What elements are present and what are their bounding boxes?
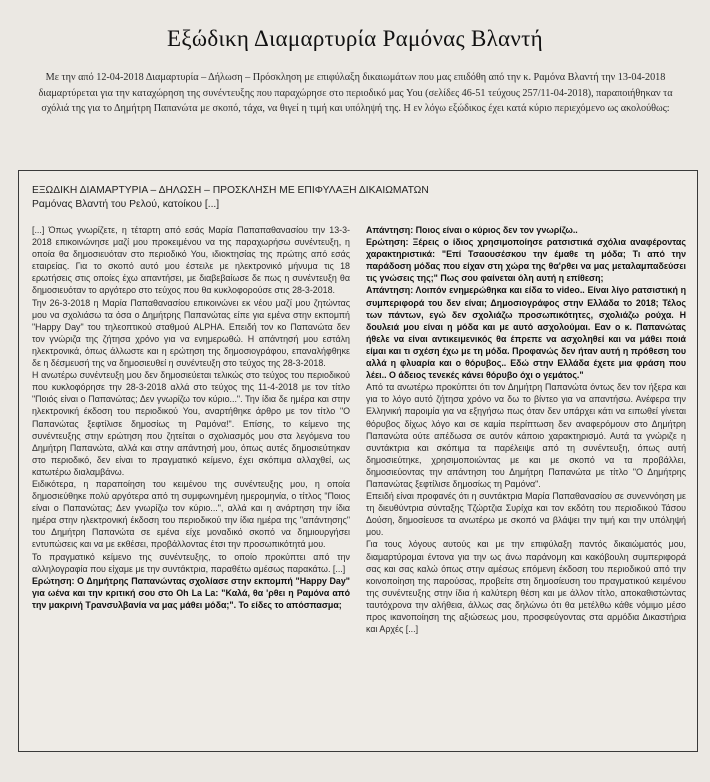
interview-answer: Απάντηση: Ποιος είναι ο κύριος δεν τον γνωρίζω.. — [366, 225, 578, 235]
paragraph: Η ανωτέρω συνέντευξη μου δεν δημοσιεύεται τελικώς στο τεύχος του περιοδικού που κυκλοφόρησε την 28-3-2018 αλλά στο τεύχος της 11-4-2018 με τον τίτλο "Ποιός είναι ο Παπανώτας; Δεν γνωρίζω τον κύριο...". Την ίδια δε ημέρα και στην ηλεκτρονική έκδοση του περιοδικού You, αναρτήθηκε άρθρο με τον τίτλο "Ο Παπανώτας ξεφτίλισε δημοσίως τη Ραμόνα!". Επίσης, το κείμενο της συνέντευξης στην ερώτηση που ζητείται ο σχολιασμός μου στα λεγόμενα του Δημήτρη Παπανώτα, αλλά και στην απάντησή μου, όπως αυτές δημοσιεύτηκαν στο περιοδικό, δεν είναι το πραγματικό κείμενο, έχει σκόπιμα αλλαχθεί, ως κατωτέρω διαλαμβάνω. — [32, 370, 350, 477]
interview-question: Ερώτηση: Ξέρεις ο ίδιος χρησιμοποίησε ρατσιστικά σχόλια αναφέροντας χαρακτηριστικά: "Επί Τσαουσέσκου την έμαθε τη μόδα; Τι από την παράδοση μόδας που είχαν στη χώρα της θα'ρθει να μας μεταλαμπαδεύσει τις γνώσεις της;" Πως σου φαίνεται όλη αυτή η επίθεση; — [366, 237, 686, 284]
paragraph: Το πραγματικό κείμενο της συνέντευξης, το οποίο προκύπτει από την αλληλογραφία που είχαμε με την συντάκτρια, παραθέτω αμέσως παρακάτω. [...] — [32, 551, 350, 574]
paragraph: Επειδή είναι προφανές ότι η συντάκτρια Μαρία Παπαθανασίου σε συνεννόηση με τη διευθύντρια σύνταξης Τζώρτζια Συρίχα και τον εκδότη του περιοδικού Τάσου Δούση, δημοσίευσε τα ανωτέρω με σκοπό να βλάψει την τιμή και την υπόληψή μου. — [366, 491, 686, 538]
intro-paragraph: Με την από 12-04-2018 Διαμαρτυρία – Δήλωση – Πρόσκληση με επιφύλαξη δικαιωμάτων που μας επιδόθη από την κ. Ραμόνα Βλαντή την 13-04-2018 διαμαρτύρεται για την καταχώρηση της συνέντευξης που παραχώρησε στο περιοδικό μας You (σελίδες 46-51 τεύχους 257/11-04-2018), παραποιήθηκαν τα σχόλιά της για το Δημήτρη Παπανώτα με σκοπό, τάχα, να θιγεί η τιμή και υπόληψή της. Η εν λόγω εξώδικος έχει κατά κύριο περιεχόμενο ως ακολούθως: — [38, 72, 673, 114]
paragraph: [...] Όπως γνωρίζετε, η τέταρτη από εσάς Μαρία Παπαπαθανασίου την 13-3-2018 επικοινώνησε μαζί μου προκειμένου να της παραχωρήσω συνέντευξη, η οποία θα δημοσιευόταν στο περιοδικό You, ιδιοκτησίας της πρώτης από εσάς εταιρείας. Για το σκοπό αυτό μου έστειλε με ηλεκτρονικό μήνυμα τις 18 ερωτήσεις στις οποίες έχω απαντήσει, με διαβεβαίωσε δε πως η συνέντευξη θα δημοσιευόταν το αργότερο στο τεύχος που θα κυκλοφορούσε στις 28-3-2018. — [32, 225, 350, 296]
interview-question: Ερώτηση: Ο Δημήτρης Παπανώντας σχολίασε στην εκπομπή "Happy Day" για ωένα και την κριτική σου στο Oh La La: "Καλά, θα 'ρθει η Ραμόνα από την μακρινή Τρανσυλβανία να μας μάθει μόδα;". Το είδες το απόσπασμα; — [32, 575, 350, 610]
paragraph: Την 26-3-2018 η Μαρία Παπαθανασίου επικοινώνει εκ νέου μαζί μου ζητώντας μου να σχολιάσω τα όσα ο Δημήτρης Παπανώτας είπε για εμένα στην εκπομπή "Happy Day" του τηλεοπτικού σταθμού ALPHA. Επειδή τον κο Παπανώτα δεν τον γνώριζα της ζήτησα χρόνο για να ενημερωθώ. Η απάντησή μου εστάλη ηλεκτρονικά, όπως άλλωστε και η ερώτηση της δημοσιογράφου, επαναλήφθηκε δε η δέσμευσή της να δημοσιευθεί η συνέντευξη στο τεύχος της 28-3-2018. — [32, 297, 350, 369]
notice-header: ΕΞΩΔΙΚΗ ΔΙΑΜΑΡΤΥΡΙΑ – ΔΗΛΩΣΗ – ΠΡΟΣΚΛΗΣΗ ΜΕ ΕΠΙΦΥΛΑΞΗ ΔΙΚΑΙΩΜΑΤΩΝ — [32, 185, 429, 196]
notice-subheader: Ραμόνας Βλαντή του Ρελού, κατοίκου [...] — [32, 199, 220, 210]
left-column — [32, 224, 350, 611]
paragraph: Ειδικότερα, η παραποίηση του κειμένου της συνέντευξης μου, η οποία δημοσιεύθηκε πολύ αργότερα από τη συμφωνημένη ημερομηνία, ο τίτλος "Ποιος είναι ο Παπανώτας; Δεν γνωρίζω τον κύριο...", αλλά και η ανάρτηση την ίδια ημέρα στην ηλεκτρονική έκδοση του περιοδικού την ίδια ημέρα της "απάντησης" του Δημήτρη Παπανώτα σε εμένα είχε μοναδικό σκοπό να δημιουργήσει εντυπώσεις και να με εκθέσει, προβάλλοντας έτσι την προσωπικότητά μου. — [32, 478, 350, 550]
paragraph: Για τους λόγους αυτούς και με την επιφύλαξη παντός δικαιώματός μου, διαμαρτύρομαι έντονα για την ως άνω παράνομη και κακόβουλη συμπεριφορά σας και σας καλώ όπως στην αμέσως επόμενη έκδοση του περιοδικού από την κοινοποίηση της παρούσας, προβείτε στη δημοσίευση του πραγματικού κειμένου της συνέντευξης στην ίδια ή καλύτερη θέση και με άλλον τίτλο, αποκαθιστώντας ταυτόχρονα την αλήθεια, άλλως σας δηλώνω ότι θα μετέλθω κάθε νόμιμο μέσο προς ικανοποίηση της αξιώσεως μου, προσφεύγοντας στα αρμόδια Δικαστήρια και Αρχές [...] — [366, 539, 686, 635]
page-title: Εξώδικη Διαμαρτυρία Ραμόνας Βλαντή — [167, 26, 543, 51]
paragraph: Από τα ανωτέρω προκύπτει ότι τον Δημήτρη Παπανώτα όντως δεν τον ήξερα και για το λόγο αυτό ζήτησα χρόνο να δω το βίντεο για να απαντήσω. Ανέφερα την Ελληνική παροιμία για να εξηγήσω πως όταν δεν υπάρχει κάτι να ειπωθεί γίνεται θόρυβος δίχως λόγο και σε καμία περίπτωση δεν αναφερόμουν στο Δημήτρη Παπανώτα ούτε απέδωσα σε αυτόν κάποιο χαρακτηρισμό. Αυτά τα γνώριζε η συντάκτρια και σκόπιμα τα παρέλειψε από τη συνέντευξη, όπως αυτή δημοσιεύτηκε, χρησιμοποιώντας με και με σκοπό να τα προβάλλει, δημοσιεύοντας την απάντηση του Δημήτρη Παπανώτα με τίτλο "Ο Δημήτρης Παπανώτας ξεφτίλισε δημοσίως τη Ραμόνα". — [366, 382, 686, 489]
right-column — [366, 224, 686, 635]
interview-answer: Απάντηση: Λοιπόν ενημερώθηκα και είδα το video.. Είναι λίγο ρατσιστική η συμπεριφορά του δεν είναι; Δημοσιογράφος στην Ελλάδα το 2018; Τέλος των πάντων, εγώ δεν σχολιάζω προσωπικότητες, σχολιάζω ρούχα. Η δουλειά μου είναι η μόδα και με αυτό ασχολούμαι. Εαν ο κ. Παπανώτας ήθελε να είναι αντικειμενικός θα έπρεπε να ασχοληθεί και να μάθει ποιά είμαι και τι σχέση έχω με τη μόδα. Προφανώς δεν ήταν αυτή η πρόθεση του αλλά η φλυαρία και ο θόρυβος.. Εδώ στην Ελλάδα έχετε μια φράση που λέει.. Ο άδειος τενεκές κάνει θόρυβο όχι ο γεμάτος." — [366, 285, 686, 381]
notice-heading — [32, 184, 592, 212]
